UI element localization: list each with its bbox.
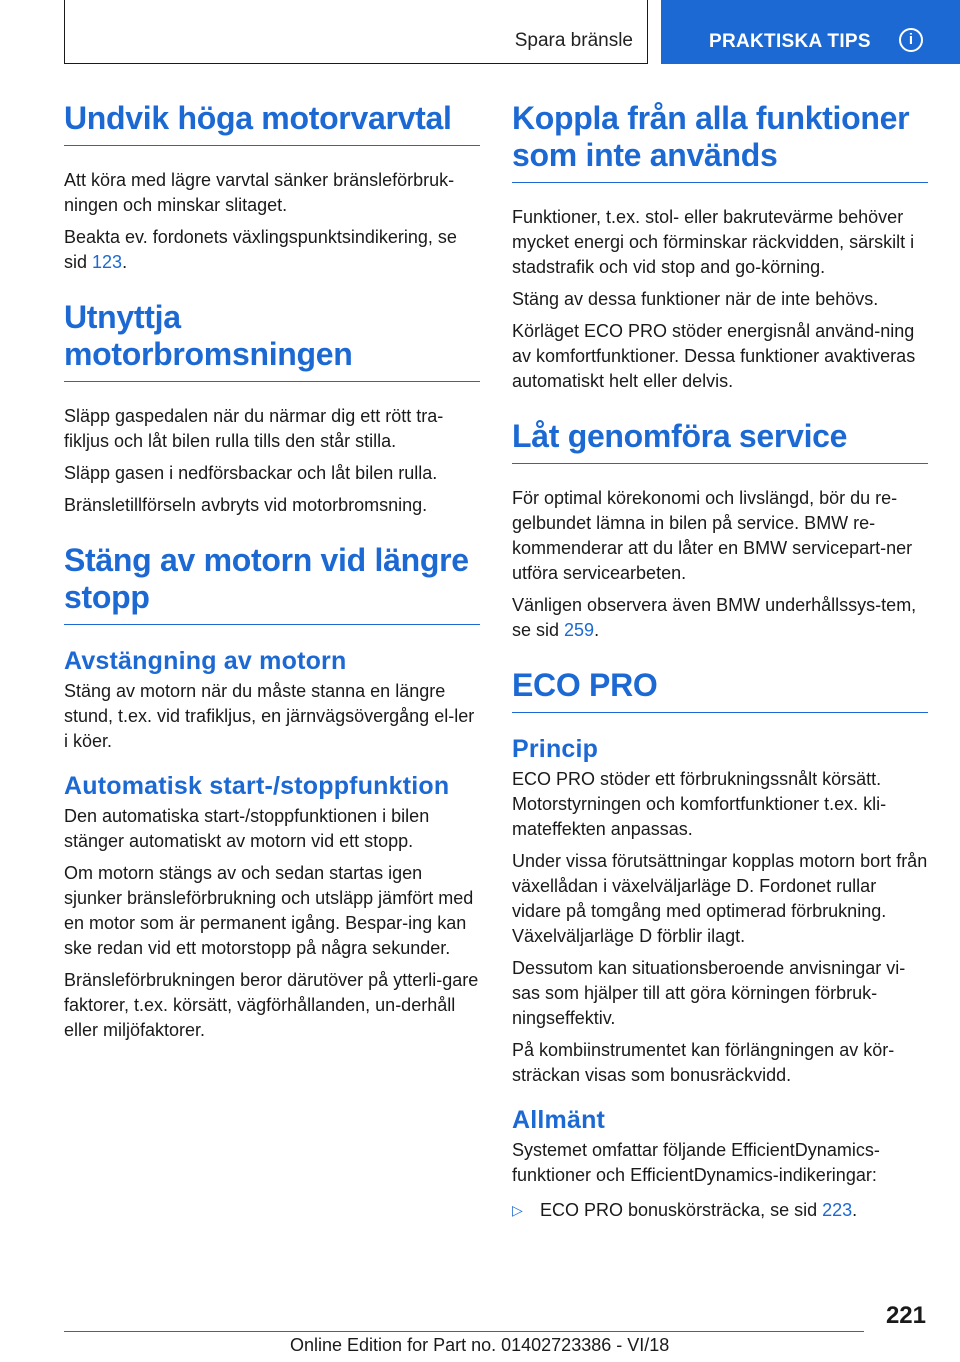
paragraph: Systemet omfattar följande EfficientDynamics-funktioner och EfficientDynamics-indikeringar:: [512, 1140, 880, 1185]
paragraph: Funktioner, t.ex. stol- eller bakrutevärme behöver mycket energi och förminskar räckvidden, särskilt i stadstrafik och vid stop and go-körning.: [512, 207, 915, 277]
paragraph: Bränsletillförseln avbryts vid motorbromsning.: [64, 495, 428, 515]
header-section-box: [64, 0, 648, 64]
header-chapter-label: PRAKTISKA TIPS: [709, 31, 871, 52]
page-link-123[interactable]: 123: [92, 252, 123, 272]
paragraph: På kombiinstrumentet kan förlängningen av kör-sträckan visas som bonusräckvidd.: [512, 1040, 895, 1085]
subheading-automatisk: Automatisk start-/stoppfunktion: [64, 772, 450, 800]
triangle-bullet-icon: ▷: [512, 1202, 523, 1218]
subheading-princip: Princip: [512, 735, 599, 763]
heading-stang-av: Stäng av motorn vid längre stopp: [64, 542, 480, 625]
paragraph: Den automatiska start-/stoppfunktionen i bilen stänger automatiskt av motorn vid ett stopp.: [64, 806, 430, 851]
paragraph: Stäng av motorn när du måste stanna en längre stund, t.ex. vid trafikljus, en järnvägsövergång el-ler i köer.: [64, 681, 475, 751]
info-icon[interactable]: i: [899, 28, 923, 52]
header-section-label: Spara bränsle: [514, 30, 633, 51]
paragraph: Dessutom kan situationsberoende anvisningar vi-sas som hjälper till att göra körningen förbruk-ningseffektiv.: [512, 958, 906, 1028]
right-column: [512, 100, 928, 1223]
subheading-allmant: Allmänt: [512, 1106, 606, 1134]
paragraph: Stäng av dessa funktioner när de inte behövs.: [512, 289, 879, 309]
paragraph: ECO PRO stöder ett förbrukningssnålt körsätt. Motorstyrningen och komfortfunktioner t.ex. kli-mateffekten anpassas.: [512, 769, 887, 839]
list-item-text: ECO PRO bonuskörsträcka, se sid 223.: [540, 1200, 858, 1220]
paragraph: För optimal körekonomi och livslängd, bör du re-gelbundet lämna in bilen på service. BMW re-kommenderar att du låter en BMW servicepart-ner utföra servicearbeten.: [512, 488, 913, 583]
paragraph: Vänligen observera även BMW underhållssys-tem, se sid 259.: [512, 595, 917, 640]
paragraph: Släpp gasen i nedförsbackar och låt bilen rulla.: [64, 463, 438, 483]
page-number: 221: [885, 1302, 926, 1329]
heading-utnyttja: Utnyttja motorbromsningen: [64, 299, 480, 382]
paragraph: Att köra med lägre varvtal sänker bränsleförbruk-ningen och minskar slitaget.: [64, 170, 455, 215]
heading-undvik: Undvik höga motorvarvtal: [64, 100, 480, 146]
header-chapter-tab[interactable]: [661, 0, 960, 64]
page-link-223[interactable]: 223: [822, 1200, 853, 1220]
paragraph: Under vissa förutsättningar kopplas motorn bort från växellådan i växelväljarläge D. Fordonet rullar vidare på tomgång med optimerad förbrukning. Växelväljarläge D förblir ilagt.: [512, 851, 928, 946]
paragraph: Om motorn stängs av och sedan startas igen sjunker bränsleförbrukning och utsläpp jämfört med en motor som är permanent igång. Bespar-ing kan ske redan vid ett motorstopp på några sekunder.: [64, 863, 474, 958]
footer-edition-text: Online Edition for Part no. 01402723386 - VI/18: [290, 1335, 670, 1355]
paragraph: Beakta ev. fordonets växlingspunktsindikering, se sid 123.: [64, 227, 457, 272]
heading-service: Låt genomföra service: [512, 418, 928, 464]
paragraph: Bränsleförbrukningen beror därutöver på ytterli-gare faktorer, t.ex. körsätt, vägförhållanden, un-derhåll eller miljöfaktorer.: [64, 970, 479, 1040]
left-column: [64, 100, 480, 1043]
subheading-avstangning: Avstängning av motorn: [64, 647, 347, 675]
footer-divider: [64, 1331, 864, 1332]
heading-eco-pro: ECO PRO: [512, 667, 928, 713]
paragraph: Körläget ECO PRO stöder energisnål använd-ning av komfortfunktioner. Dessa funktioner avaktiveras automatiskt helt eller delvis.: [512, 321, 916, 391]
paragraph: Släpp gaspedalen när du närmar dig ett rött tra-fikljus och låt bilen rulla tills den står stilla.: [64, 406, 444, 451]
list-item: [512, 1198, 928, 1223]
heading-koppla: Koppla från alla funktioner som inte används: [512, 100, 928, 183]
page-link-259[interactable]: 259: [564, 620, 595, 640]
